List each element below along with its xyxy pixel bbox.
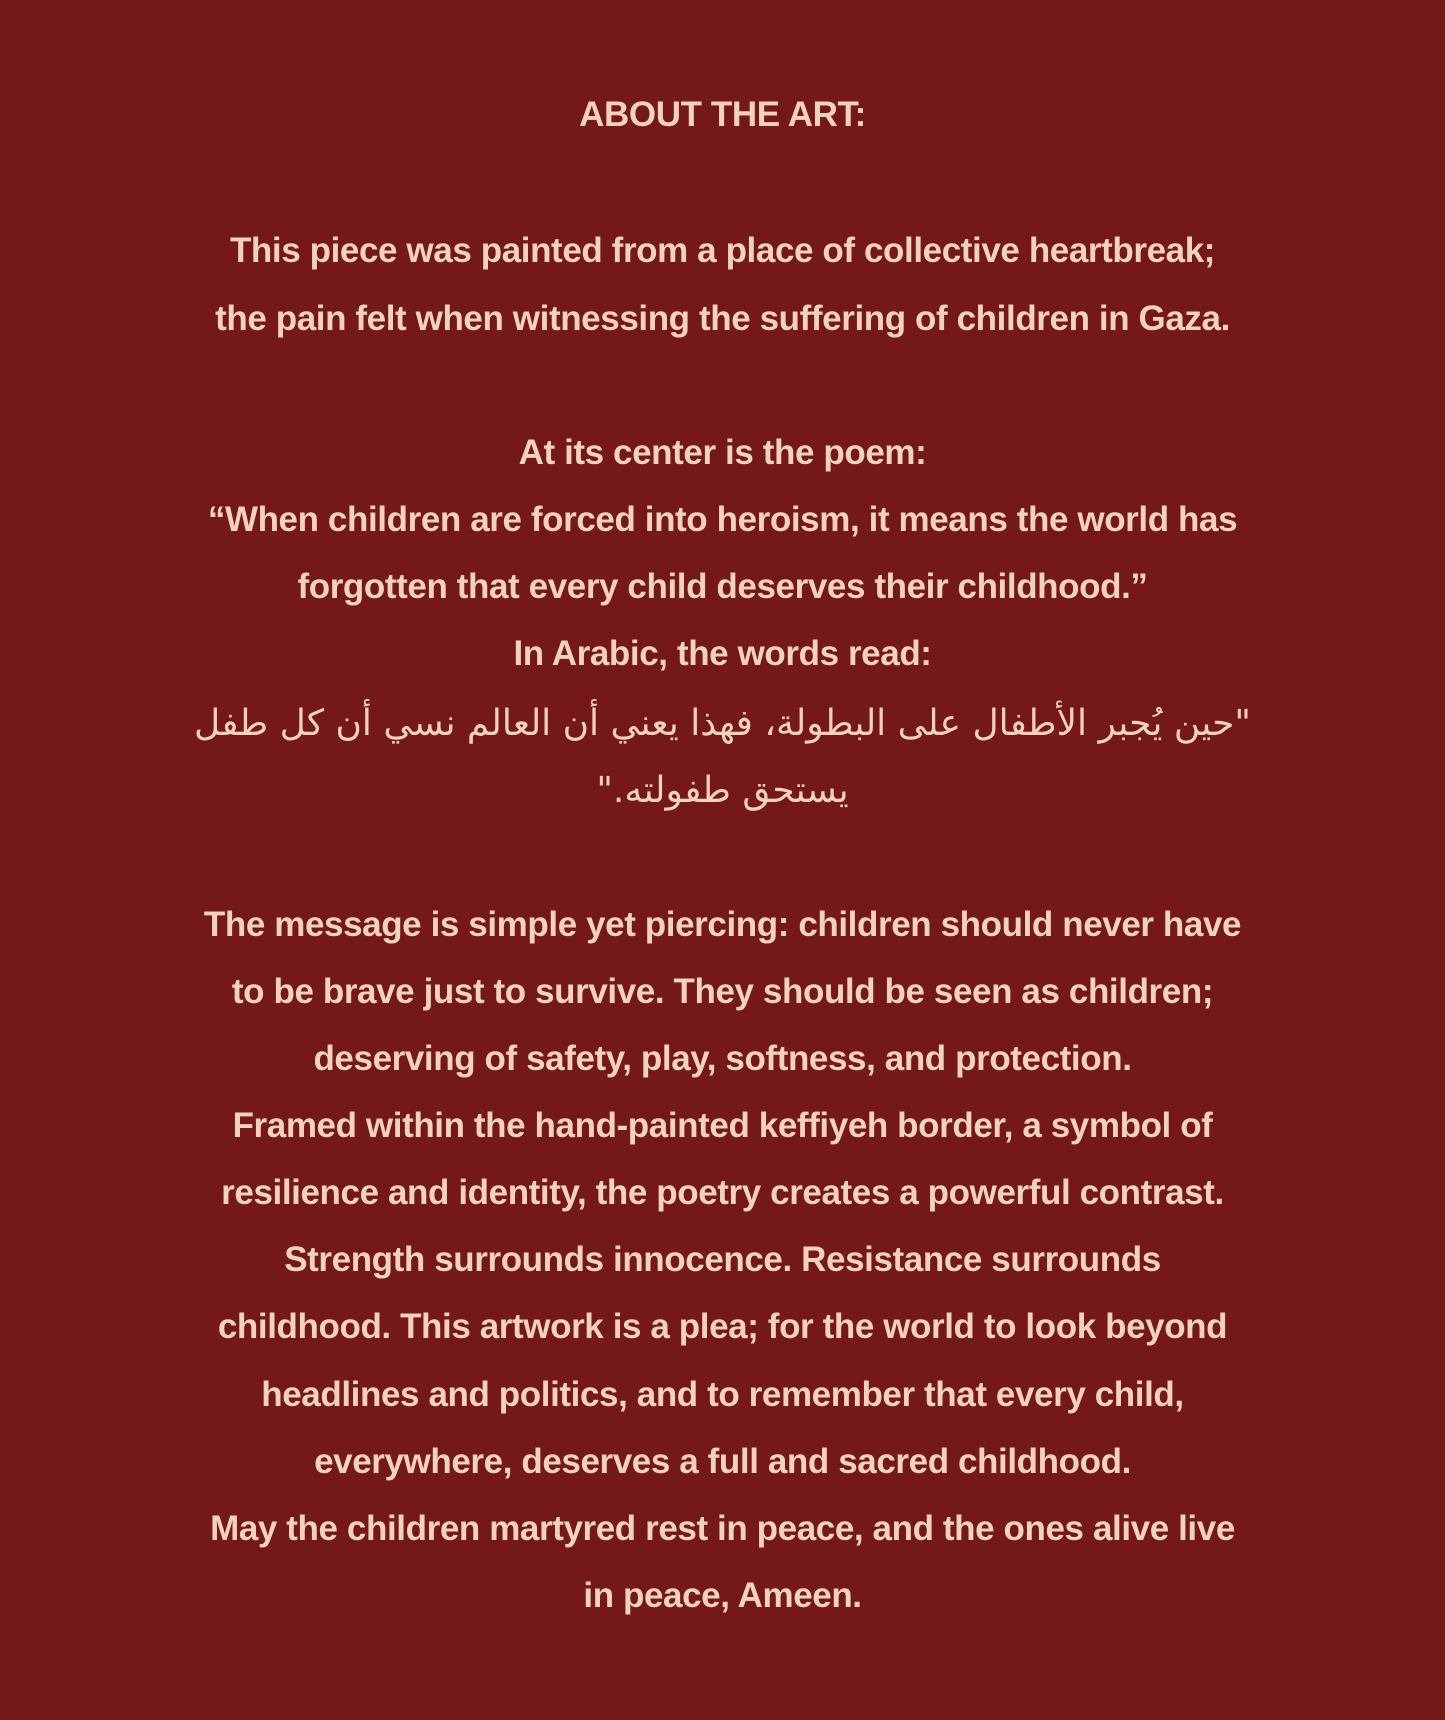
message-line-5: resilience and identity, the poetry creates a powerful contrast. [221,1173,1224,1212]
arabic-intro: In Arabic, the words read: [513,634,932,673]
message-line-4: Framed within the hand-painted keffiyeh border, a symbol of [232,1106,1213,1145]
poem-intro: At its center is the poem: [518,433,927,472]
message-line-8: headlines and politics, and to remember that every child, [261,1375,1184,1414]
poem-english-line-2: forgotten that every child deserves their childhood.” [297,567,1148,606]
poem-arabic-line-2: يستحق طفولته." [596,770,849,811]
page-title: ABOUT THE ART: [579,95,866,134]
message-line-3: deserving of safety, play, softness, and protection. [313,1039,1132,1078]
intro-line-1: This piece was painted from a place of collective heartbreak; [229,231,1216,270]
message-line-2: to be brave just to survive. They should be seen as children; [231,972,1214,1011]
message-line-7: childhood. This artwork is a plea; for the world to look beyond [217,1307,1228,1346]
message-line-11: in peace, Ameen. [583,1576,862,1615]
poem-english-line-1: “When children are forced into heroism, it means the world has [207,500,1238,539]
message-line-6: Strength surrounds innocence. Resistance surrounds [284,1240,1161,1279]
intro-line-2: the pain felt when witnessing the suffering of children in Gaza. [215,299,1230,338]
message-line-1: The message is simple yet piercing: children should never have [203,905,1242,944]
message-line-10: May the children martyred rest in peace, and the ones alive live [210,1509,1235,1548]
message-line-9: everywhere, deserves a full and sacred childhood. [314,1442,1131,1481]
poem-arabic-line-1: "حين يُجبر الأطفال على البطولة، فهذا يعني أن العالم نسي أن كل طفل [194,703,1251,744]
